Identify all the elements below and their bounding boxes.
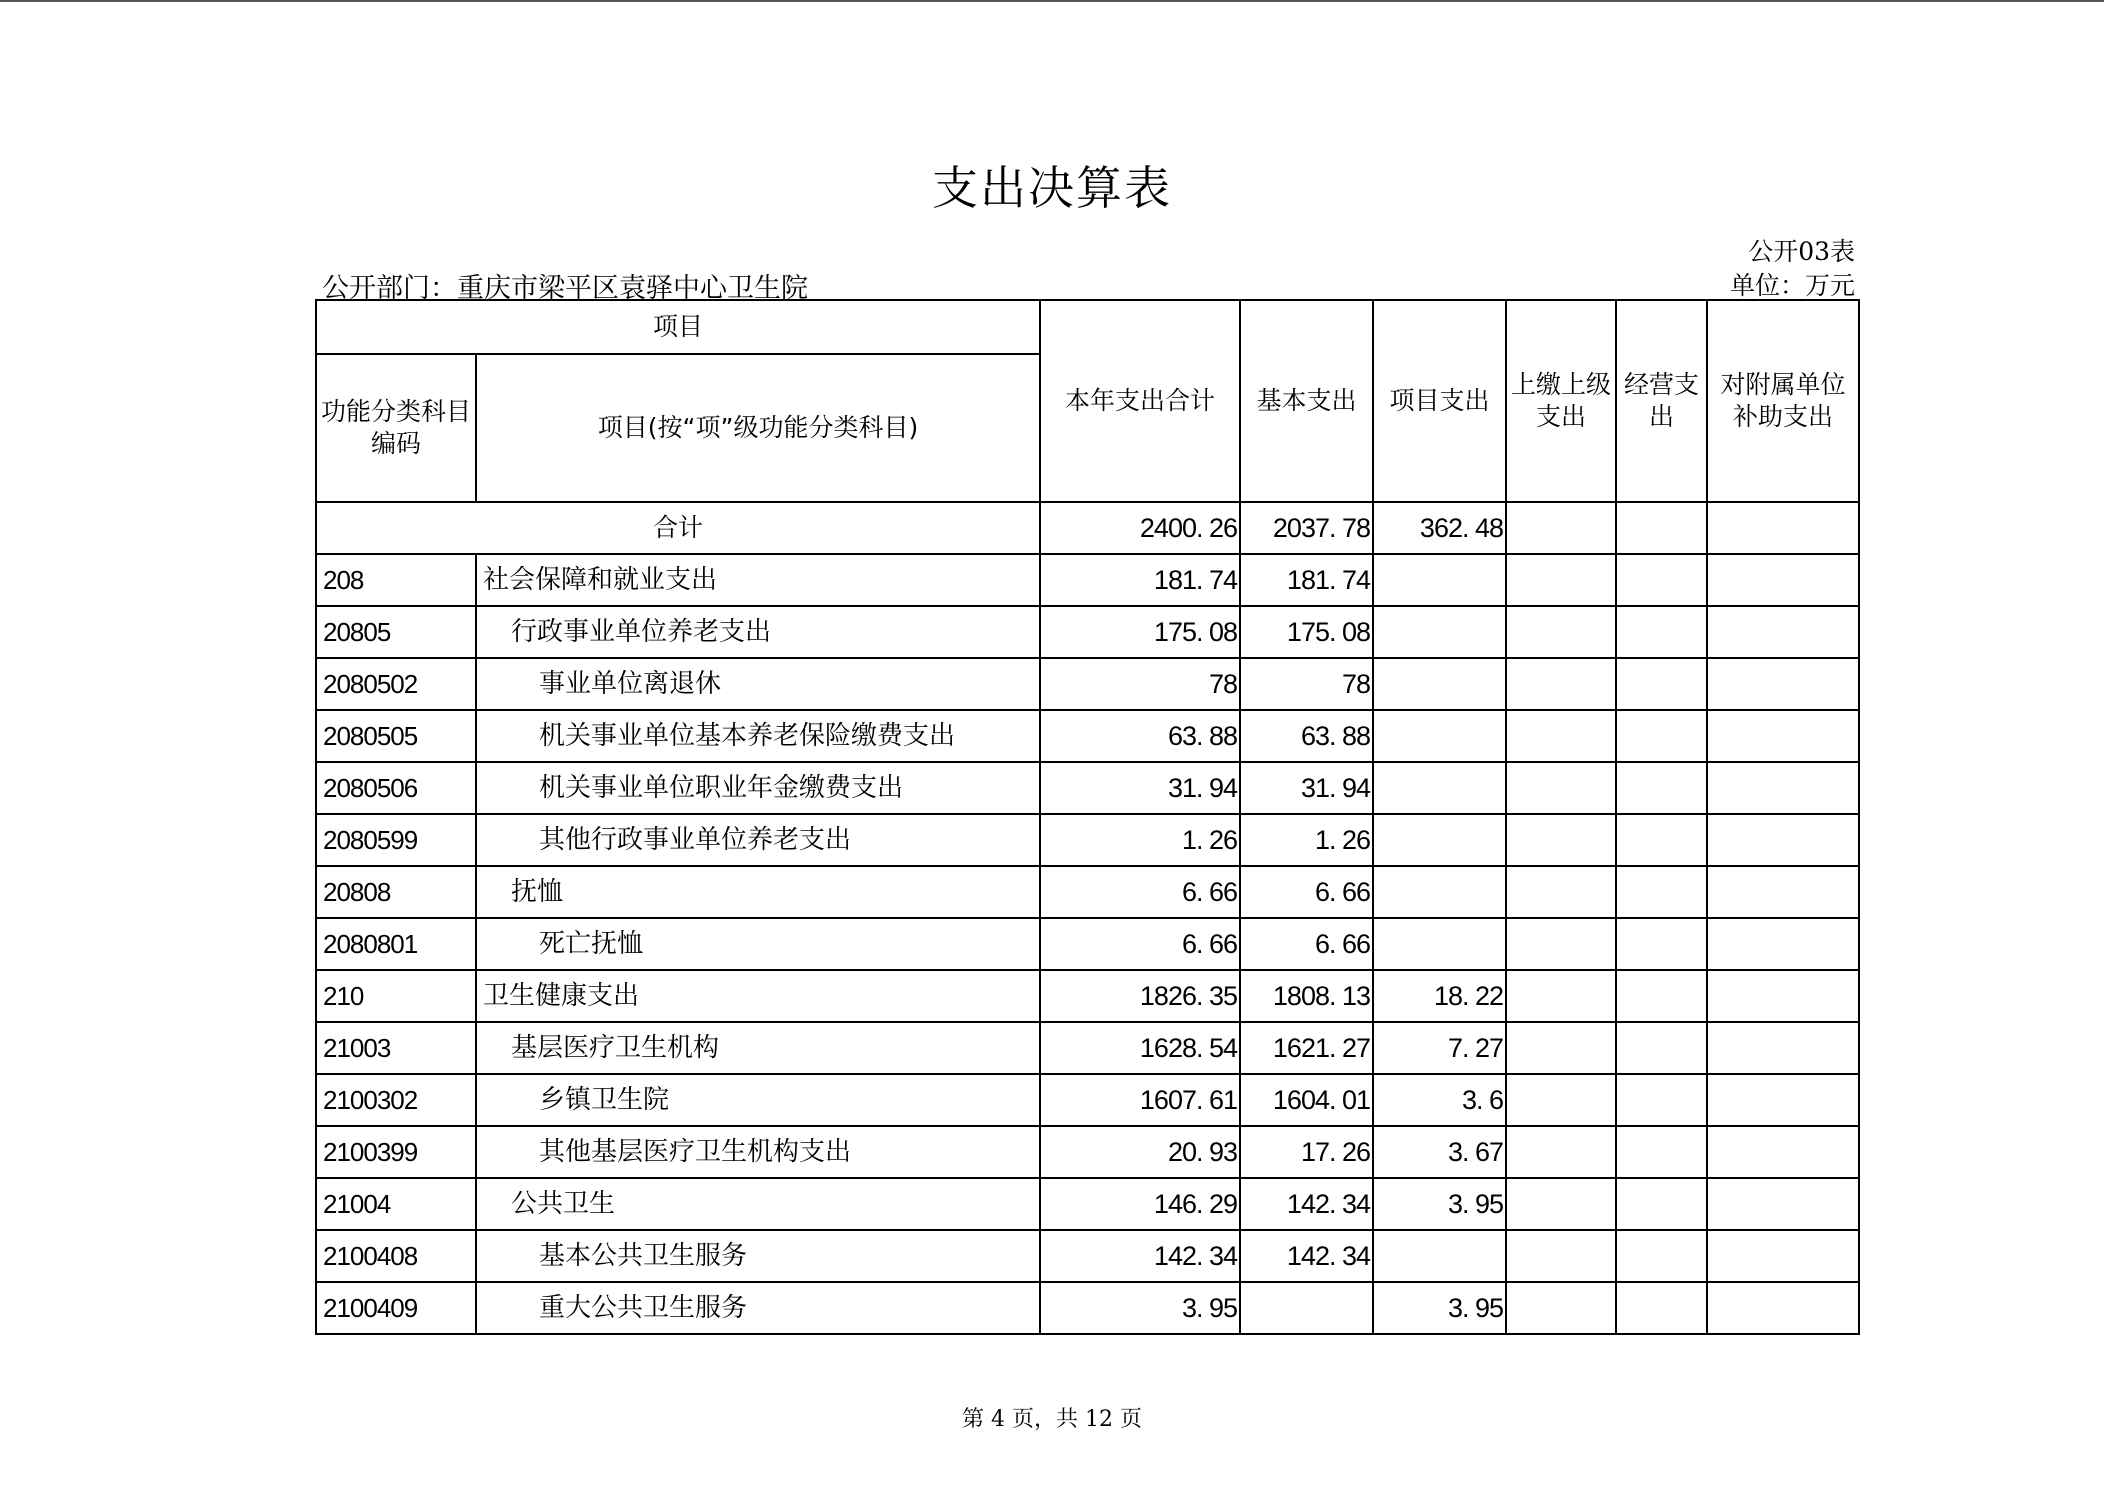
totals-total: 2400. 26 (1040, 502, 1240, 554)
cell-upper (1506, 866, 1616, 918)
cell-business (1616, 762, 1707, 814)
page-title: 支出决算表 (932, 161, 1172, 215)
table-row (316, 606, 1859, 658)
cell-code: 20808 (316, 866, 476, 918)
totals-label: 合计 (316, 502, 1040, 554)
cell-project (1373, 918, 1506, 970)
cell-code: 2080502 (316, 658, 476, 710)
cell-code: 20805 (316, 606, 476, 658)
cell-subsidy (1707, 1074, 1859, 1126)
cell-code: 21003 (316, 1022, 476, 1074)
cell-subsidy (1707, 1178, 1859, 1230)
header-item: 项目 (316, 300, 1040, 354)
form-number: 公开03表 (1748, 237, 1855, 266)
cell-name: 死亡抚恤 (476, 918, 1040, 970)
cell-total: 3. 95 (1040, 1282, 1240, 1334)
cell-upper (1506, 1282, 1616, 1334)
cell-upper (1506, 658, 1616, 710)
header-row-1 (316, 300, 1859, 354)
totals-basic: 2037. 78 (1240, 502, 1373, 554)
cell-business (1616, 970, 1707, 1022)
cell-code: 208 (316, 554, 476, 606)
cell-name: 机关事业单位基本养老保险缴费支出 (476, 710, 1040, 762)
cell-upper (1506, 710, 1616, 762)
cell-total: 1628. 54 (1040, 1022, 1240, 1074)
cell-total: 31. 94 (1040, 762, 1240, 814)
cell-subsidy (1707, 1282, 1859, 1334)
cell-business (1616, 866, 1707, 918)
cell-business (1616, 1074, 1707, 1126)
cell-total: 63. 88 (1040, 710, 1240, 762)
cell-upper (1506, 1126, 1616, 1178)
table-row (316, 918, 1859, 970)
cell-basic: 63. 88 (1240, 710, 1373, 762)
cell-subsidy (1707, 554, 1859, 606)
cell-upper (1506, 1178, 1616, 1230)
cell-basic: 78 (1240, 658, 1373, 710)
cell-basic: 142. 34 (1240, 1230, 1373, 1282)
cell-project: 3. 6 (1373, 1074, 1506, 1126)
cell-project (1373, 710, 1506, 762)
totals-upper (1506, 502, 1616, 554)
cell-subsidy (1707, 762, 1859, 814)
cell-subsidy (1707, 606, 1859, 658)
cell-code: 21004 (316, 1178, 476, 1230)
cell-name: 公共卫生 (476, 1178, 1040, 1230)
cell-business (1616, 918, 1707, 970)
cell-code: 2100399 (316, 1126, 476, 1178)
table-row (316, 762, 1859, 814)
cell-code: 2080801 (316, 918, 476, 970)
cell-business (1616, 606, 1707, 658)
cell-project (1373, 554, 1506, 606)
page-footer: 第 4 页，共 12 页 (962, 1407, 1142, 1432)
cell-subsidy (1707, 970, 1859, 1022)
header-name: 项目(按“项”级功能分类科目) (476, 354, 1040, 502)
table-row (316, 658, 1859, 710)
cell-project (1373, 866, 1506, 918)
cell-subsidy (1707, 1022, 1859, 1074)
cell-project (1373, 814, 1506, 866)
cell-project: 3. 95 (1373, 1178, 1506, 1230)
header-total: 本年支出合计 (1040, 300, 1240, 502)
cell-basic: 1604. 01 (1240, 1074, 1373, 1126)
cell-subsidy (1707, 814, 1859, 866)
table-row (316, 866, 1859, 918)
cell-name: 社会保障和就业支出 (476, 554, 1040, 606)
totals-business (1616, 502, 1707, 554)
cell-total: 6. 66 (1040, 918, 1240, 970)
cell-total: 1826. 35 (1040, 970, 1240, 1022)
cell-basic: 142. 34 (1240, 1178, 1373, 1230)
cell-subsidy (1707, 658, 1859, 710)
cell-basic: 175. 08 (1240, 606, 1373, 658)
cell-business (1616, 554, 1707, 606)
cell-name: 重大公共卫生服务 (476, 1282, 1040, 1334)
cell-total: 175. 08 (1040, 606, 1240, 658)
totals-subsidy (1707, 502, 1859, 554)
cell-basic: 1. 26 (1240, 814, 1373, 866)
table-row (316, 554, 1859, 606)
cell-code: 2080506 (316, 762, 476, 814)
cell-business (1616, 1282, 1707, 1334)
cell-project (1373, 762, 1506, 814)
cell-subsidy (1707, 866, 1859, 918)
cell-upper (1506, 1230, 1616, 1282)
unit-label: 单位：万元 (1729, 271, 1855, 300)
expenditure-table (315, 299, 1860, 1335)
cell-subsidy (1707, 710, 1859, 762)
cell-basic: 181. 74 (1240, 554, 1373, 606)
cell-upper (1506, 1074, 1616, 1126)
cell-name: 抚恤 (476, 866, 1040, 918)
cell-upper (1506, 918, 1616, 970)
cell-total: 1. 26 (1040, 814, 1240, 866)
cell-total: 6. 66 (1040, 866, 1240, 918)
table-row (316, 1282, 1859, 1334)
cell-upper (1506, 606, 1616, 658)
top-border-line (0, 0, 2104, 2)
table-row (316, 1178, 1859, 1230)
cell-code: 2100408 (316, 1230, 476, 1282)
cell-name: 其他行政事业单位养老支出 (476, 814, 1040, 866)
cell-basic: 1621. 27 (1240, 1022, 1373, 1074)
cell-subsidy (1707, 1126, 1859, 1178)
cell-basic: 6. 66 (1240, 866, 1373, 918)
cell-name: 行政事业单位养老支出 (476, 606, 1040, 658)
cell-subsidy (1707, 1230, 1859, 1282)
cell-upper (1506, 970, 1616, 1022)
header-upper: 上缴上级支出 (1506, 300, 1616, 502)
cell-business (1616, 1126, 1707, 1178)
table-row (316, 1230, 1859, 1282)
cell-name: 事业单位离退休 (476, 658, 1040, 710)
cell-name: 卫生健康支出 (476, 970, 1040, 1022)
cell-business (1616, 710, 1707, 762)
table-row (316, 710, 1859, 762)
table-row (316, 1022, 1859, 1074)
department-label: 公开部门：重庆市梁平区袁驿中心卫生院 (322, 273, 808, 304)
cell-business (1616, 1022, 1707, 1074)
totals-row (316, 502, 1859, 554)
cell-code: 210 (316, 970, 476, 1022)
table-row (316, 814, 1859, 866)
cell-total: 20. 93 (1040, 1126, 1240, 1178)
cell-project: 7. 27 (1373, 1022, 1506, 1074)
cell-total: 78 (1040, 658, 1240, 710)
cell-upper (1506, 554, 1616, 606)
cell-total: 1607. 61 (1040, 1074, 1240, 1126)
header-code: 功能分类科目编码 (316, 354, 476, 502)
cell-subsidy (1707, 918, 1859, 970)
cell-basic (1240, 1282, 1373, 1334)
cell-business (1616, 658, 1707, 710)
header-subsidy: 对附属单位补助支出 (1707, 300, 1859, 502)
cell-project (1373, 1230, 1506, 1282)
cell-upper (1506, 762, 1616, 814)
cell-name: 基本公共卫生服务 (476, 1230, 1040, 1282)
table-row (316, 1126, 1859, 1178)
cell-basic: 31. 94 (1240, 762, 1373, 814)
cell-upper (1506, 1022, 1616, 1074)
table-row (316, 970, 1859, 1022)
cell-business (1616, 814, 1707, 866)
header-business: 经营支出 (1616, 300, 1707, 502)
cell-name: 机关事业单位职业年金缴费支出 (476, 762, 1040, 814)
cell-total: 142. 34 (1040, 1230, 1240, 1282)
cell-basic: 1808. 13 (1240, 970, 1373, 1022)
cell-code: 2080599 (316, 814, 476, 866)
cell-code: 2080505 (316, 710, 476, 762)
totals-project: 362. 48 (1373, 502, 1506, 554)
cell-name: 基层医疗卫生机构 (476, 1022, 1040, 1074)
header-project: 项目支出 (1373, 300, 1506, 502)
cell-project (1373, 606, 1506, 658)
cell-project: 18. 22 (1373, 970, 1506, 1022)
cell-code: 2100409 (316, 1282, 476, 1334)
cell-project: 3. 95 (1373, 1282, 1506, 1334)
table-row (316, 1074, 1859, 1126)
cell-business (1616, 1230, 1707, 1282)
cell-upper (1506, 814, 1616, 866)
cell-project: 3. 67 (1373, 1126, 1506, 1178)
header-basic: 基本支出 (1240, 300, 1373, 502)
cell-name: 乡镇卫生院 (476, 1074, 1040, 1126)
cell-name: 其他基层医疗卫生机构支出 (476, 1126, 1040, 1178)
cell-basic: 6. 66 (1240, 918, 1373, 970)
cell-project (1373, 658, 1506, 710)
cell-total: 146. 29 (1040, 1178, 1240, 1230)
cell-basic: 17. 26 (1240, 1126, 1373, 1178)
cell-code: 2100302 (316, 1074, 476, 1126)
cell-business (1616, 1178, 1707, 1230)
cell-total: 181. 74 (1040, 554, 1240, 606)
